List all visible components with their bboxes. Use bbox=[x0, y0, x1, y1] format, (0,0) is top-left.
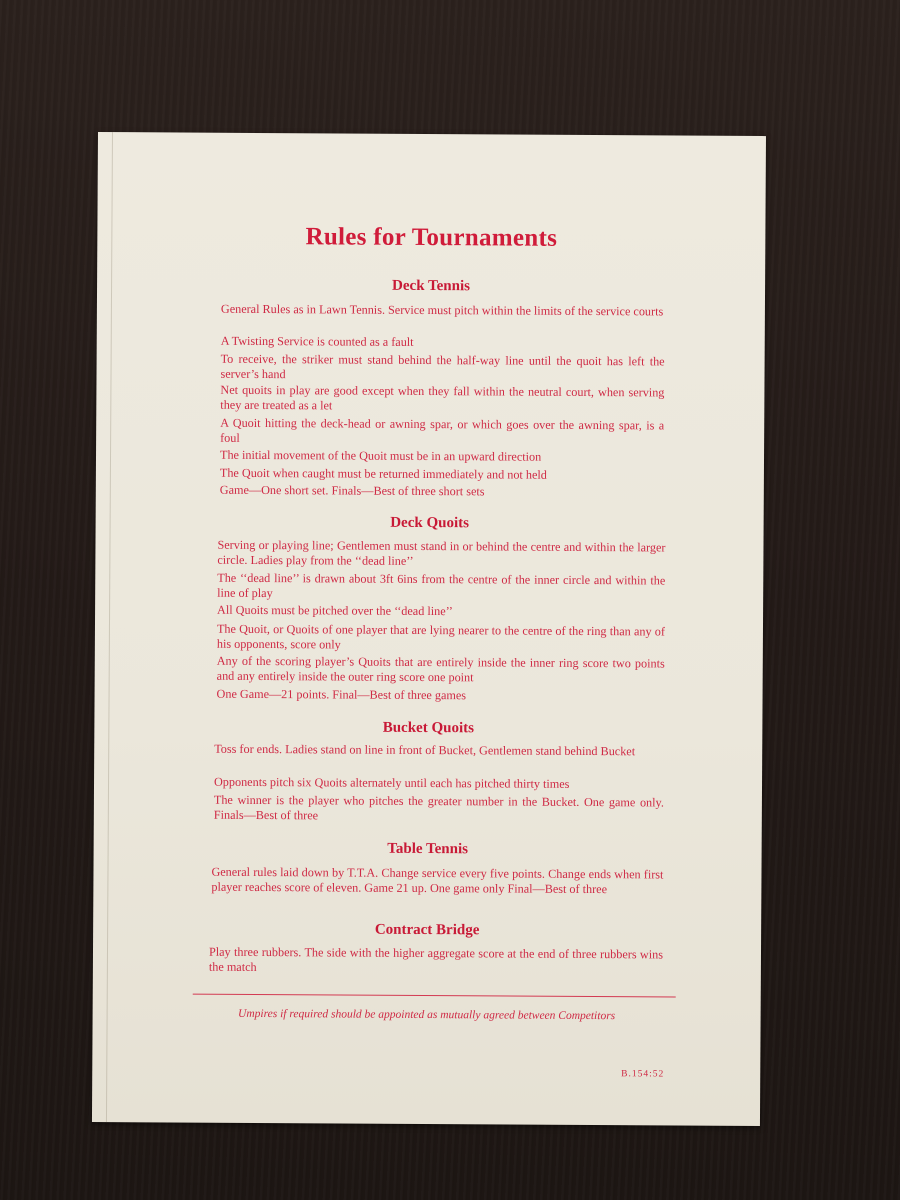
section-heading-deck-quoits: Deck Quoits bbox=[390, 514, 470, 532]
section-heading-deck-tennis: Deck Tennis bbox=[392, 277, 471, 295]
rule-text: A Twisting Service is counted as a fault bbox=[220, 333, 414, 349]
document-code: B.154:52 bbox=[621, 1069, 665, 1080]
section-heading-table-tennis: Table Tennis bbox=[387, 840, 469, 858]
rule-text: A Quoit hitting the deck-head or awning spar, or which goes over the awning spar, is a foul bbox=[220, 415, 665, 445]
rule-text: The ‘‘dead line’’ is drawn about 3ft 6ins from the centre of the inner circle and within the line of play bbox=[217, 570, 666, 601]
rules-sheet bbox=[92, 132, 766, 1126]
rule-text: To receive, the striker must stand behind the half-way line until the quoit has left the server’s hand bbox=[220, 351, 665, 382]
rule-text: The Quoit, or Quoits of one player that are lying nearer to the centre of the ring than any of his opponents, score only bbox=[216, 621, 666, 652]
page-title: Rules for Tournaments bbox=[305, 223, 558, 252]
divider-line bbox=[193, 994, 676, 998]
rule-text: General rules laid down by T.T.A. Change service every five points. Change ends when first player reaches score of eleven. Game 21 up. One game only Final—Best of three bbox=[211, 864, 664, 897]
rule-text: Opponents pitch six Quoits alternately until each has pitched thirty times bbox=[213, 774, 570, 791]
rule-text: One Game—21 points. Final—Best of three games bbox=[216, 686, 467, 703]
section-heading-contract-bridge: Contract Bridge bbox=[374, 921, 480, 939]
rule-text: General Rules as in Lawn Tennis. Service must pitch within the limits of the service courts bbox=[220, 301, 664, 319]
rule-text: The Quoit when caught must be returned immediately and not held bbox=[219, 465, 547, 482]
rule-text: Net quoits in play are good except when they fall within the neutral court, when serving they are treated as a let bbox=[220, 382, 665, 413]
rule-text: All Quoits must be pitched over the ‘‘dead line’’ bbox=[217, 602, 453, 619]
rule-text: Toss for ends. Ladies stand on line in front of Bucket, Gentlemen stand behind Bucket bbox=[214, 741, 636, 759]
rule-text: Serving or playing line; Gentlemen must stand in or behind the centre and within the larger circle. Ladies play from the ‘‘dead line’’ bbox=[217, 537, 666, 568]
rule-text: Play three rubbers. The side with the higher aggregate score at the end of three rubbers wins the match bbox=[208, 944, 664, 974]
section-heading-bucket-quoits: Bucket Quoits bbox=[382, 719, 475, 737]
rule-text: The winner is the player who pitches the greater number in the Bucket. One game only. Finals—Best of three bbox=[213, 792, 664, 823]
rule-text: Any of the scoring player’s Quoits that are entirely inside the inner ring score two points and any entirely inside the outer ring score one point bbox=[216, 653, 665, 685]
rule-text: The initial movement of the Quoit must be in an upward direction bbox=[219, 447, 542, 464]
rule-text: Game—One short set. Finals—Best of three short sets bbox=[219, 482, 485, 499]
footer-note: Umpires if required should be appointed as mutually agreed between Competitors bbox=[238, 1007, 616, 1023]
